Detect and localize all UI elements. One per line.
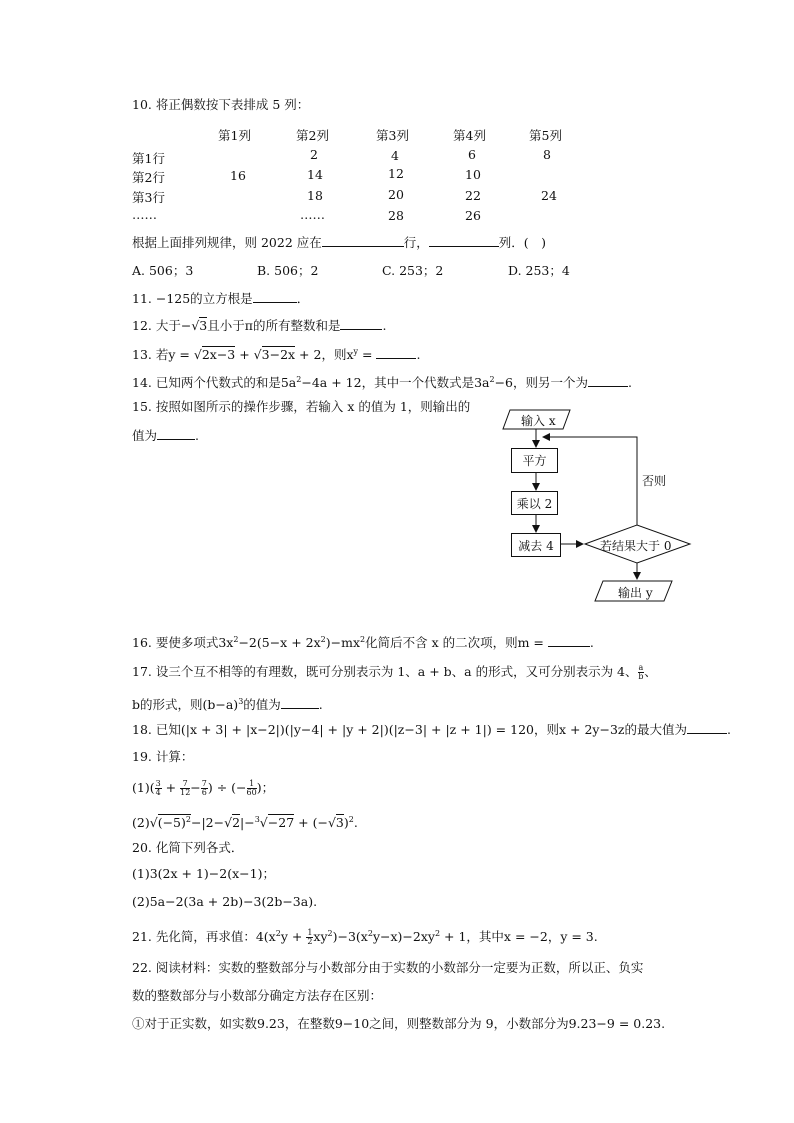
cell-r3-c2: 18 [307,188,323,203]
q14: 14. 已知两个代数式的和是$5a^2-4a + 12$，其中一个代数式是$3a^2-6$，则另一个为 . [132,375,632,391]
q20-part2: (2)5a−2(3a + 2b)−3(2b−3a). [132,894,318,909]
step-subtract: 减去 4 [511,533,561,557]
q10-question: 根据上面排列规律，则 2022 应在 行， 列．( ) [132,235,547,250]
q22-line3: ①对于正实数，如实数9.23，在整数9−10之间，则整数部分为 9，小数部分为9.23−9 = 0.23. [132,1016,666,1031]
cell-r2-c1: 16 [230,168,246,183]
cell-r2-c4: 10 [465,167,481,182]
step-square: 平方 [511,448,558,473]
cell-r2-c2: 14 [307,167,323,182]
col-header-5: 第5列 [529,128,562,143]
row-label-2: 第2行 [132,170,165,185]
col-header-4: 第4列 [453,128,486,143]
q21: 21. 先化简，再求值：$4(x^2y$ + $\frac{1}{2}$ $xy^2)-3(x^2y-x)-2xy^2 + 1$，其中x = −2，y = 3. [132,928,598,947]
cell-r1-c5: 8 [543,147,551,162]
answer-blank [687,721,727,734]
q17-line2: b的形式，则$(b-a)^3$的值为 . [132,697,323,713]
q19-title: 19. 计算： [132,749,194,764]
input-label: 输入 x [521,414,556,428]
q12: 12. 大于−√3且小于π的所有整数和是 . [132,318,387,333]
decision-label: 若结果大于 0 [600,539,672,553]
option-d: D. 253；4 [508,263,570,278]
else-label: 否则 [642,474,667,488]
row-label-4: …… [132,207,157,222]
q11: 11. −125的立方根是 ． [132,291,310,306]
cell-r1-c4: 6 [468,147,476,162]
answer-blank [281,696,319,709]
cell-r4-c4: 26 [465,208,481,223]
q18: 18. 已知(|x + 3| + |x−2|)(|y−4| + |y + 2|)(|z−3| + |z + 1|) = 120，则x + 2y−3z的最大值为 . [132,722,731,737]
cell-r4-c2: …… [300,207,325,222]
output-label: 输出 y [618,586,653,600]
q19-part1: (1)( $\frac{3}{4}$ + $\frac{7}{12}$ − $\frac{7}{6}$ ) ÷ (− $\frac{1}{60}$ )； [132,779,275,797]
cell-r1-c2: 2 [310,147,318,162]
col-header-3: 第3列 [376,128,409,143]
q15-line1: 15. 按照如图所示的操作步骤，若输入 x 的值为 1，则输出的 [132,399,471,414]
row-label-1: 第1行 [132,151,165,166]
col-header-1: 第1列 [218,128,251,143]
col-header-2: 第2列 [296,128,329,143]
cell-r3-c3: 20 [388,187,404,202]
option-b: B. 506；2 [257,263,319,278]
step-multiply: 乘以 2 [511,491,558,515]
option-a: A. 506；3 [132,263,194,278]
q20-title: 20. 化简下列各式． [132,840,244,855]
cell-r1-c3: 4 [391,148,399,163]
q10-title: 10. 将正偶数按下表排成 5 列： [132,97,310,112]
q22-line2: 数的整数部分与小数部分确定方法存在区别： [132,988,383,1003]
q19-part2: $(2)√(-5)^2-|2-√2|-^3√-27 + (-√3)^2$. [132,815,358,831]
q15-line2: 值为 . [132,428,199,443]
cell-r3-c4: 22 [465,188,481,203]
q16: 16. 要使多项式$3x^2-2(5-x + 2x^2)-mx^2$化简后不含 x 的二次项，则m = . [132,635,594,651]
row-label-3: 第3行 [132,190,165,205]
cell-r3-c5: 24 [541,188,557,203]
q13: 13. 若y = √2x−3 + √3−2x + 2，则$x^y$ = . [132,347,421,363]
q17-line1: 17. 设三个互不相等的有理数，既可分别表示为 1、a + b、a 的形式，又可分别表示为 4、 $\frac{a}{b}$ 、 [132,663,657,681]
q20-part1: (1)3(2x + 1)−2(x−1)； [132,866,275,881]
answer-blank [548,634,590,647]
q22-line1: 22. 阅读材料：实数的整数部分与小数部分由于实数的小数部分一定要为正数，所以正、负实 [132,960,644,975]
option-c: C. 253；2 [382,263,444,278]
fraction-a-over-b: $\frac{a}{b}$ [638,663,644,681]
cell-r2-c3: 12 [388,166,404,181]
cell-r4-c3: 28 [388,208,404,223]
